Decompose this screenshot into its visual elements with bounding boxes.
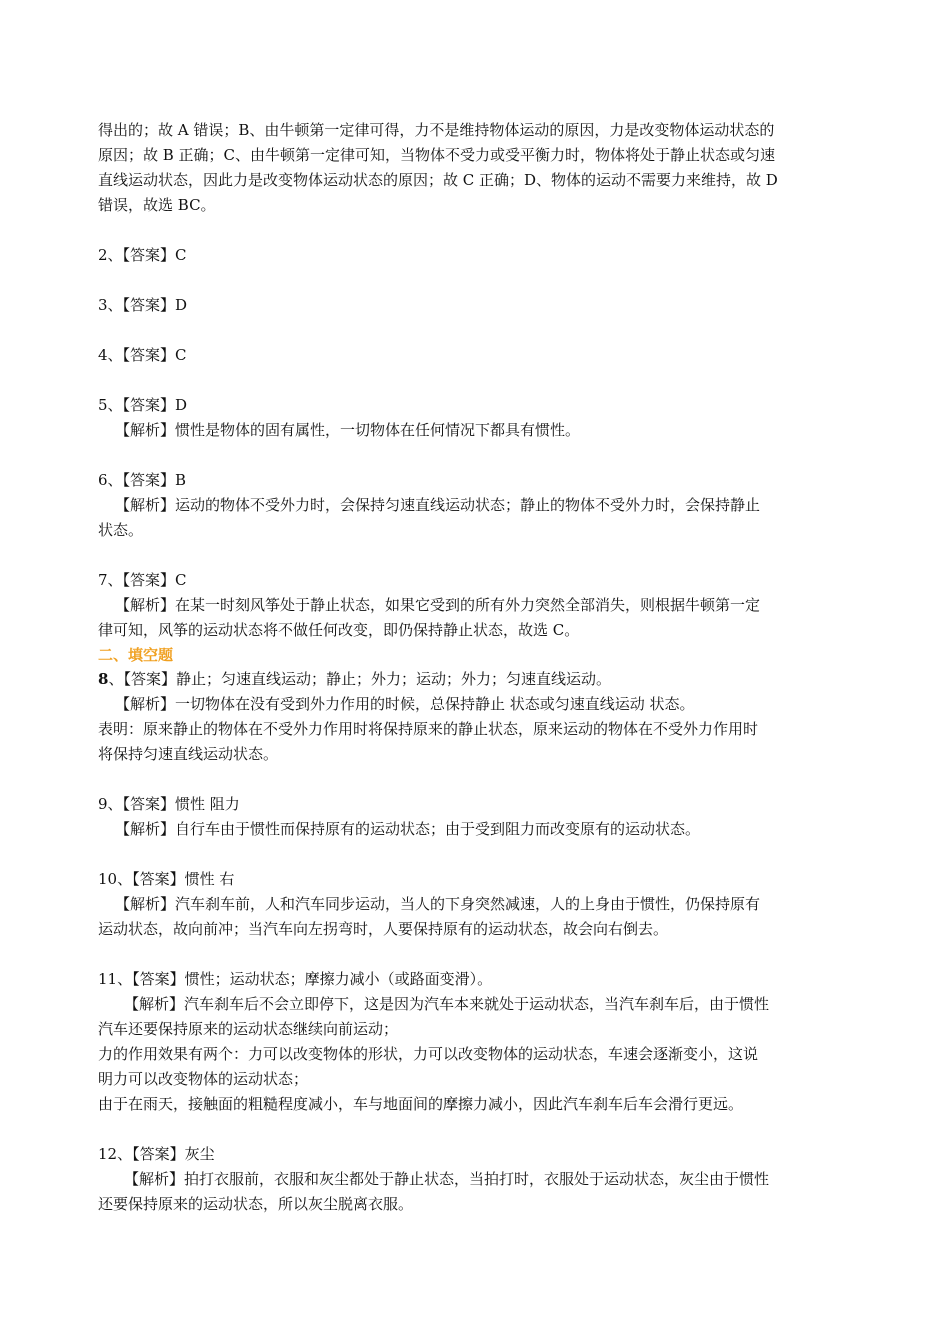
q8-answer <box>98 667 852 692</box>
q3-answer: 3、【答案】D <box>98 296 188 314</box>
q1-continued-analysis <box>98 118 852 218</box>
q8-number: 8 <box>98 670 109 688</box>
section-heading-fill-in: 二、填空题 <box>98 646 174 664</box>
q11-analysis: 【解析】汽车刹车后不会立即停下，这是因为汽车本来就处于运动状态，当汽车刹车后，由于惯性 <box>124 995 770 1013</box>
q12-answer: 12、【答案】灰尘 <box>98 1145 215 1163</box>
q8-answer-text: 、【答案】静止；匀速直线运动；静止；外力；运动；外力；匀速直线运动。 <box>108 670 611 688</box>
q11-analysis-cont: 由于在雨天，接触面的粗糙程度减小，车与地面间的摩擦力减小，因此汽车刹车后车会滑行更远。 <box>98 1095 744 1113</box>
q11-analysis-cont: 汽车还要保持原来的运动状态继续向前运动； <box>98 1020 399 1038</box>
q8-analysis: 【解析】一切物体在没有受到外力作用的时候，总保持静止 状态或匀速直线运动 状态。 <box>115 695 695 713</box>
q5-analysis: 【解析】惯性是物体的固有属性，一切物体在任何情况下都具有惯性。 <box>115 421 581 439</box>
q10-analysis: 【解析】汽车刹车前，人和汽车同步运动，当人的下身突然减速，人的上身由于惯性，仍保持原有 <box>115 895 761 913</box>
q5-answer: 5、【答案】D <box>98 396 188 414</box>
text-line: 原因；故 B 正确；C、由牛顿第一定律可知，当物体不受力或受平衡力时，物体将处于静止状态或匀速 <box>98 146 776 164</box>
q7-analysis-cont: 律可知，风筝的运动状态将不做任何改变，即仍保持静止状态，故选 C。 <box>98 621 580 639</box>
answer-document <box>98 118 852 1217</box>
q7-analysis: 【解析】在某一时刻风筝处于静止状态，如果它受到的所有外力突然全部消失，则根据牛顿第一定 <box>115 596 761 614</box>
q10-analysis-cont: 运动状态，故向前冲；当汽车向左拐弯时，人要保持原有的运动状态，故会向右倒去。 <box>98 920 669 938</box>
q8-note: 表明：原来静止的物体在不受外力作用时将保持原来的静止状态，原来运动的物体在不受外力作用时 <box>98 720 759 738</box>
q8-note-cont: 将保持匀速直线运动状态。 <box>98 745 279 763</box>
q12-analysis: 【解析】拍打衣服前，衣服和灰尘都处于静止状态，当拍打时，衣服处于运动状态，灰尘由于惯性 <box>124 1170 770 1188</box>
q11-answer: 11、【答案】惯性；运动状态；摩擦力减小（或路面变滑）。 <box>98 970 493 988</box>
q11-analysis-cont: 力的作用效果有两个：力可以改变物体的形状，力可以改变物体的运动状态，车速会逐渐变小，这说 <box>98 1045 759 1063</box>
q2-answer: 2、【答案】C <box>98 246 187 264</box>
q7-answer: 7、【答案】C <box>98 571 187 589</box>
q9-answer: 9、【答案】惯性 阻力 <box>98 795 240 813</box>
q9-analysis: 【解析】自行车由于惯性而保持原有的运动状态；由于受到阻力而改变原有的运动状态。 <box>115 820 701 838</box>
text-line: 直线运动状态，因此力是改变物体运动状态的原因；故 C 正确；D、物体的运动不需要力来维持，故 D <box>98 171 778 189</box>
q6-analysis-cont: 状态。 <box>98 521 144 539</box>
q6-answer: 6、【答案】B <box>98 471 187 489</box>
q6-analysis: 【解析】运动的物体不受外力时，会保持匀速直线运动状态；静止的物体不受外力时，会保持静止 <box>115 496 761 514</box>
q4-answer: 4、【答案】C <box>98 346 187 364</box>
text-line: 错误，故选 BC。 <box>98 196 216 214</box>
q11-analysis-cont: 明力可以改变物体的运动状态； <box>98 1070 309 1088</box>
text-line: 得出的；故 A 错误；B、由牛顿第一定律可得，力不是维持物体运动的原因，力是改变物体运动状态的 <box>98 121 775 139</box>
q10-answer: 10、【答案】惯性 右 <box>98 870 235 888</box>
q12-analysis-cont: 还要保持原来的运动状态，所以灰尘脱离衣服。 <box>98 1195 414 1213</box>
